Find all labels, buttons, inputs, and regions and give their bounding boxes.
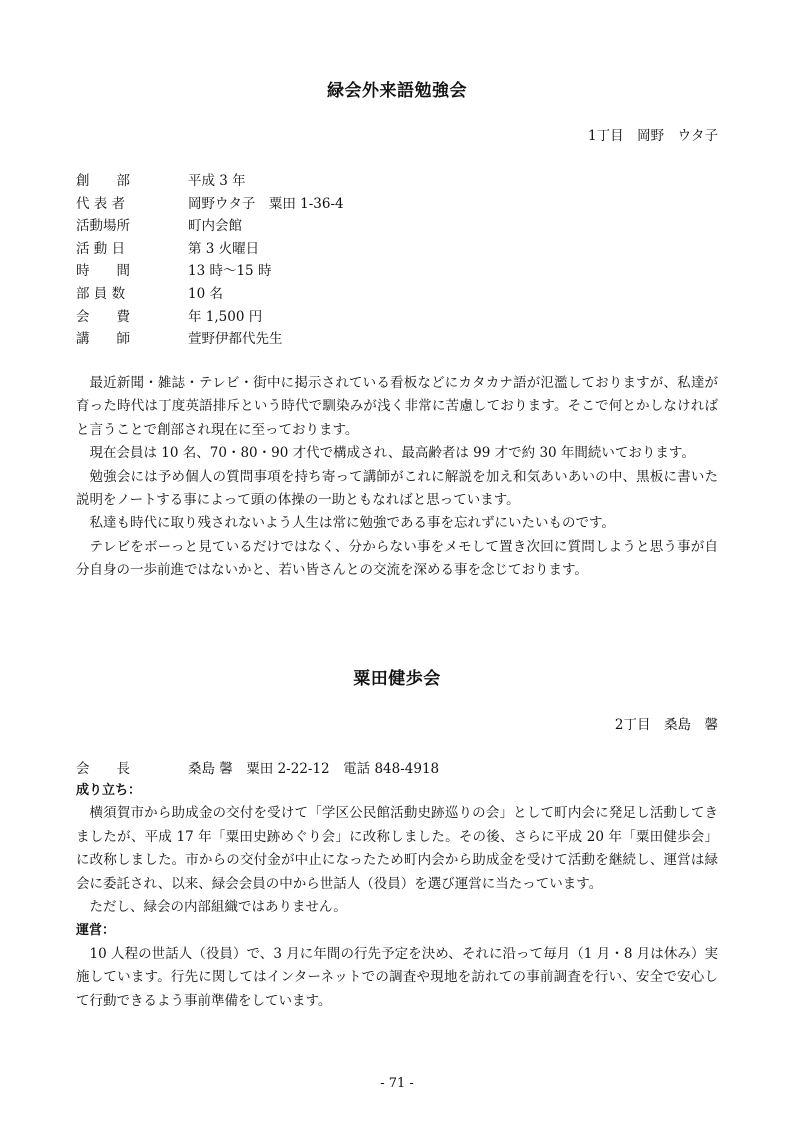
paragraph: 勉強会には予め個人の質問事項を持ち寄って講師がこれに解説を加え和気あいあいの中、黒板に書いた説明をノートする事によって頭の体操の一助ともなればと思っています。 <box>76 468 718 509</box>
info-value: 13 時～15 時 <box>188 263 272 280</box>
paragraph: ただし、緑会の内部組織ではありません。 <box>89 899 347 916</box>
paragraph: 現在会員は 10 名、70・80・90 才代で構成され、最高齢者は 99 才で約 30 年間続いております。 <box>89 445 695 462</box>
info-value: 町内会館 <box>188 218 242 235</box>
paragraph: 私達も時代に取り残されないよう人生は常に勉強である事を忘れずにいたいものです。 <box>89 515 615 532</box>
info-label: 講 師 <box>76 331 130 348</box>
info-label: 創 部 <box>76 173 130 189</box>
info-label: 部 員 数 <box>76 285 126 302</box>
info-value: 10 名 <box>188 285 223 302</box>
info-value: 年 1,500 円 <box>188 308 263 325</box>
page-number: - 71 - <box>380 1076 414 1091</box>
paragraph: テレビをボーっと見ているだけではなく、分からない事をメモして置き次回に質問しようと思う事が自分自身の一歩前進ではないかと、若い皆さんとの交流を深める事を念じております。 <box>76 538 718 579</box>
leader-value: 桑島 馨 粟田 2-22-12 電話 848-4918 <box>188 761 440 777</box>
section2-title: 粟田健歩会 <box>353 669 441 689</box>
origin-heading: 成り立ち： <box>76 783 142 798</box>
info-value: 第 3 火曜日 <box>188 240 260 257</box>
info-row-founded <box>76 170 716 193</box>
info-row-instructor <box>76 328 716 351</box>
section2-leader-row <box>76 758 716 780</box>
paragraph: 最近新聞・雑誌・テレビ・街中に掲示されている看板などにカタカナ語が氾濫しておりますが、私達が育った時代は丁度英語排斥という時代で馴染みが浅く非常に苦慮しております。そこで何とかしなければと言うことで創部され現在に至っております。 <box>76 375 718 438</box>
section1-author: 1丁目 岡野 ウタ子 <box>588 128 718 144</box>
info-label: 活動場所 <box>76 218 130 235</box>
info-label: 時 間 <box>76 263 130 280</box>
operation-heading: 運営： <box>76 923 116 939</box>
section1-title: 緑会外来語勉強会 <box>327 81 467 101</box>
info-row-fee <box>76 306 716 329</box>
info-row-representative <box>76 193 716 216</box>
info-row-venue <box>76 215 716 238</box>
section2-body <box>76 779 718 1013</box>
leader-label: 会 長 <box>76 761 130 777</box>
paragraph: 10 人程の世話人（役員）で、3 月に年間の行先予定を決め、それに沿って毎月（1 月・8 月は休み）実施しています。行先に関してはインターネットでの調査や現地を訪れての事前調査を行い、安全で安心して行動できるよう事前準備をしています。 <box>76 945 718 1009</box>
info-row-time <box>76 260 716 283</box>
section2-author: 2丁目 桑島 馨 <box>614 717 718 733</box>
info-value: 岡野ウタ子 粟田 1-36-4 <box>188 195 344 212</box>
info-row-day <box>76 238 716 261</box>
info-label: 代 表 者 <box>76 195 126 212</box>
paragraph: 横須賀市から助成金の交付を受けて「学区公民館活動史跡巡りの会」として町内会に発足し活動してきましたが、平成 17 年「粟田史跡めぐり会」に改称しました。その後、さらに平成 20 年「粟田健歩会」に改称しました。市からの交付金が中止になったため町内会から助成金を受けて活動を継続し、運営は緑会に委託され、以来、緑会会員の中から世話人（役員）を選び運営に当たっています。 <box>76 805 718 892</box>
info-value: 平成 3 年 <box>188 173 246 189</box>
info-row-members <box>76 283 716 306</box>
info-value: 萱野伊都代先生 <box>188 331 283 348</box>
info-label: 会 費 <box>76 308 130 325</box>
section1-info-table <box>76 170 716 351</box>
section1-body <box>76 372 718 583</box>
info-label: 活 動 日 <box>76 240 126 257</box>
